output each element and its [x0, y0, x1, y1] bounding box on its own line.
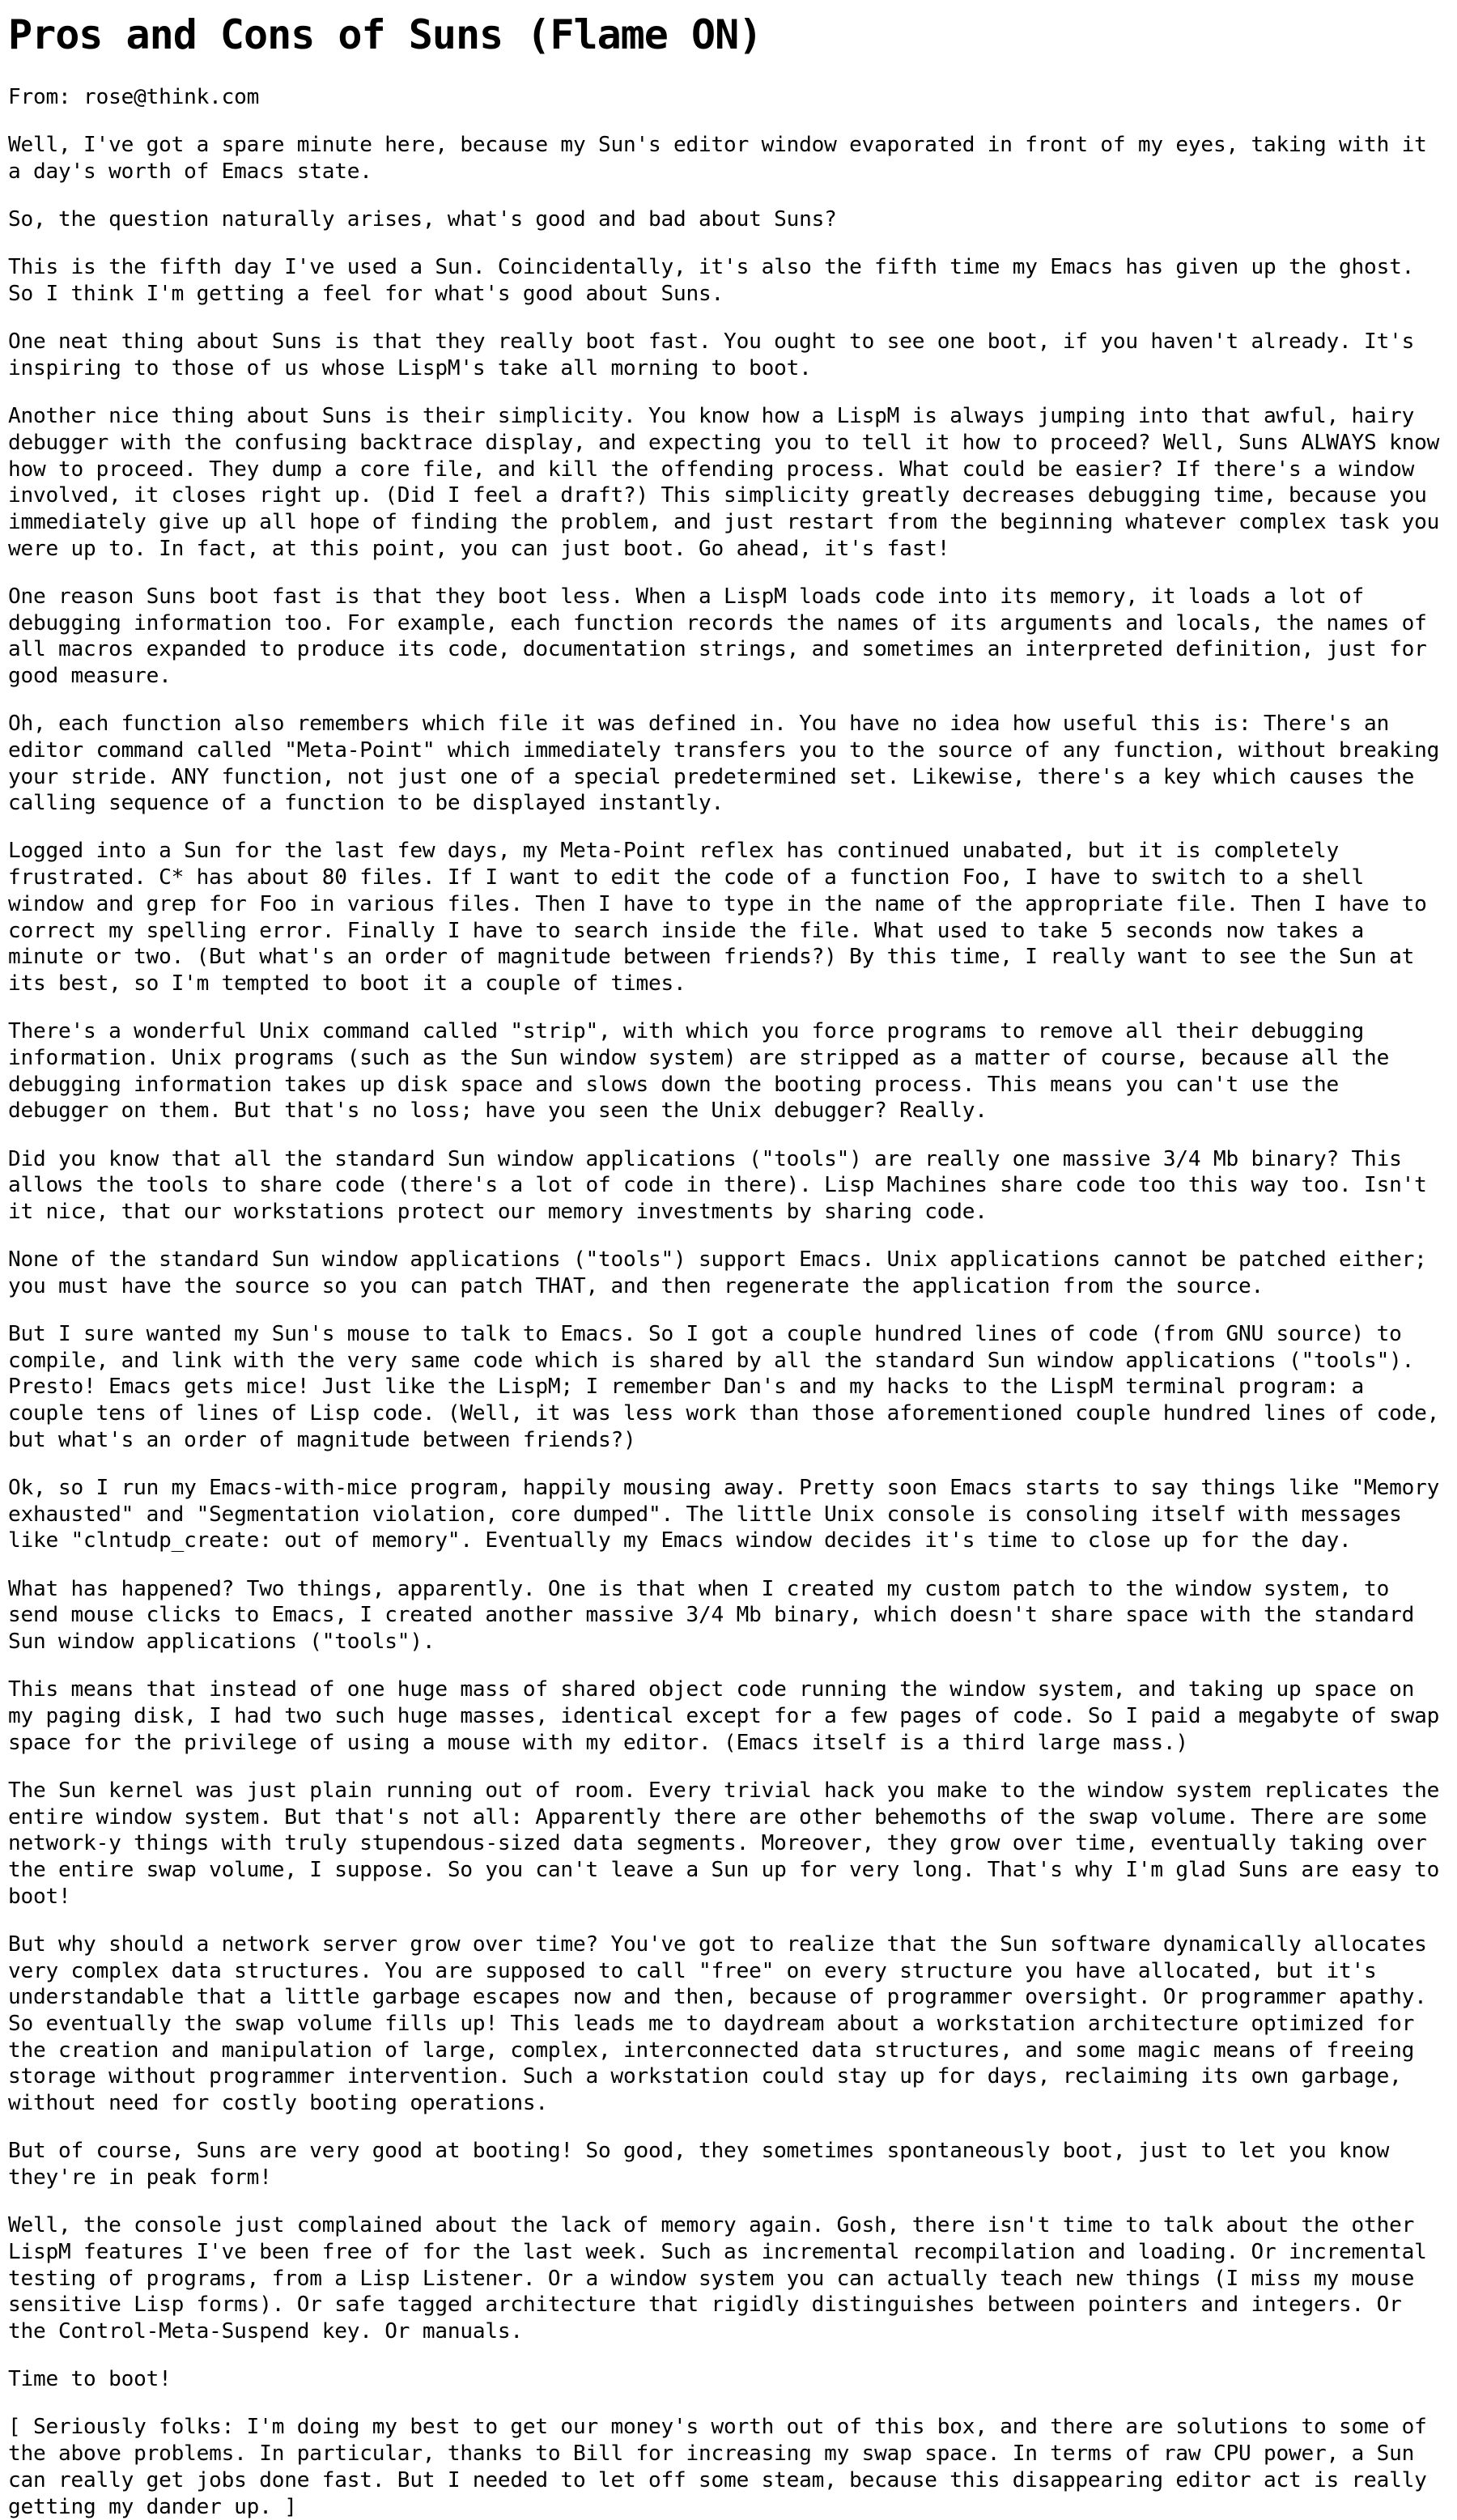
page-title: Pros and Cons of Suns (Flame ON) [8, 11, 762, 58]
paragraph: Time to boot! [8, 2367, 172, 2392]
paragraph: This is the fifth day I've used a Sun. Coincidentally, it's also the fifth time my Emacs has given up the ghost. So I think I'm getting a feel for what's good about Suns. [8, 255, 1415, 307]
paragraph: Well, the console just complained about the lack of memory again. Gosh, there isn't time to talk about the other LispM features I've been free of for the last week. Such as incremental recompilation and loading. Or incremental testing of programs, from a Lisp Listener. Or a window system you can actually teach new things (I miss my mouse sensitive Lisp forms). Or safe tagged architecture that rigidly distinguishes between pointers and integers. Or the Control-Meta-Suspend key. Or manuals. [8, 2213, 1427, 2344]
paragraph: This means that instead of one huge mass of shared object code running the window system, and taking up space on my paging disk, I had two such huge masses, identical except for a few pages of code. So I paid a megabyte of swap space for the privilege of using a mouse with my editor. (Emacs itself is a third large mass.) [8, 1677, 1440, 1755]
paragraph: But why should a network server grow over time? You've got to realize that the Sun software dynamically allocates very complex data structures. You are supposed to call "free" on every structure you have allocated, but it's understandable that a little garbage escapes now and then, because of programmer oversight. Or programmer apathy. So eventually the swap volume fills up! This leads me to daydream about a workstation architecture optimized for the creation and manipulation of large, complex, interconnected data structures, and some magic means of freeing storage without programmer intervention. Such a workstation could stay up for days, reclaiming its own garbage, without need for costly booting operations. [8, 1931, 1427, 2116]
paragraph: So, the question naturally arises, what's good and bad about Suns? [8, 207, 837, 232]
paragraph: One neat thing about Suns is that they really boot fast. You ought to see one boot, if you haven't already. It's inspiring to those of us whose LispM's take all morning to boot. [8, 329, 1415, 380]
paragraph: But I sure wanted my Sun's mouse to talk to Emacs. So I got a couple hundred lines of code (from GNU source) to compile, and link with the very same code which is shared by all the standard Sun window applications ("tools"). Presto! Emacs gets mice! Just like the LispM; I remember Dan's and my hacks to the LispM terminal program: a couple tens of lines of Lisp code. (Well, it was less work than those aforementioned couple hundred lines of code, but what's an order of magnitude between friends?) [8, 1322, 1440, 1452]
paragraph: One reason Suns boot fast is that they boot less. When a LispM loads code into its memory, it loads a lot of debugging information too. For example, each function records the names of its arguments and locals, the names of all macros expanded to produce its code, documentation strings, and sometimes an interpreted definition, just for good measure. [8, 584, 1427, 688]
from-line: From: rose@think.com [8, 85, 260, 109]
paragraph: Logged into a Sun for the last few days, my Meta-Point reflex has continued unabated, but it is completely frustrated. C* has about 80 files. If I want to edit the code of a function Foo, I have to switch to a shell window and grep for Foo in various files. Then I have to type in the name of the appropriate file. Then I have to correct my spelling error. Finally I have to search inside the file. What used to take 5 seconds now takes a minute or two. (But what's an order of magnitude between friends?) By this time, I really want to see the Sun at its best, so I'm tempted to boot it a couple of times. [8, 839, 1427, 996]
paragraph: What has happened? Two things, apparently. One is that when I created my custom patch to the window system, to send mouse clicks to Emacs, I created another massive 3/4 Mb binary, which doesn't share space with the standard Sun window applications ("tools"). [8, 1576, 1415, 1655]
paragraph: Did you know that all the standard Sun window applications ("tools") are really one massive 3/4 Mb binary? This allows the tools to share code (there's a lot of code in there). Lisp Machines share code too this way too. Isn't it nice, that our workstations protect our memory investments by sharing code. [8, 1146, 1427, 1224]
paragraph: Oh, each function also remembers which file it was defined in. You have no idea how useful this is: There's an editor command called "Meta-Point" which immediately transfers you to the source of any function, without breaking your stride. ANY function, not just one of a special predetermined set. Likewise, there's a key which causes the calling sequence of a function to be displayed instantly. [8, 712, 1440, 816]
paragraph: None of the standard Sun window applications ("tools") support Emacs. Unix applications cannot be patched either; you must have the source so you can patch THAT, and then regenerate the application from the source. [8, 1247, 1427, 1298]
paragraph: Another nice thing about Suns is their simplicity. You know how a LispM is always jumping into that awful, hairy debugger with the confusing backtrace display, and expecting you to tell it how to proceed? Well, Suns ALWAYS know how to proceed. They dump a core file, and kill the offending process. What could be easier? If there's a window involved, it closes right up. (Did I feel a draft?) This simplicity greatly decreases debugging time, because you immediately give up all hope of finding the problem, and just restart from the beginning whatever complex task you were up to. In fact, at this point, you can just boot. Go ahead, it's fast! [8, 404, 1440, 561]
paragraph: The Sun kernel was just plain running out of room. Every trivial hack you make to the window system replicates the entire window system. But that's not all: Apparently there are other behemoths of the swap volume. There are some network-y things with truly stupendous-sized data segments. Moreover, they grow over time, eventually taking over the entire swap volume, I suppose. So you can't leave a Sun up for very long. That's why I'm glad Suns are easy to boot! [8, 1778, 1440, 1909]
paragraph: There's a wonderful Unix command called "strip", with which you force programs to remove all their debugging information. Unix programs (such as the Sun window system) are stripped as a matter of course, because all the debugging information takes up disk space and slows down the booting process. This means you can't use the debugger on them. But that's no loss; have you seen the Unix debugger? Really. [8, 1019, 1390, 1124]
paragraph: Well, I've got a spare minute here, because my Sun's editor window evaporated in front of my eyes, taking with it a day's worth of Emacs state. [8, 133, 1427, 184]
paragraph: [ Seriously folks: I'm doing my best to get our money's worth out of this box, and there are solutions to some of the above problems. In particular, thanks to Bill for increasing my swap space. In terms of raw CPU power, a Sun can really get jobs done fast. But I needed to let off some steam, because this disappearing editor act is really getting my dander up. ] [8, 2415, 1427, 2519]
paragraph: Ok, so I run my Emacs-with-mice program, happily mousing away. Pretty soon Emacs starts to say things like "Memory exhausted" and "Segmentation violation, core dumped". The little Unix console is consoling itself with messages like "clntudp_create: out of memory". Eventually my Emacs window decides it's time to close up for the day. [8, 1476, 1440, 1553]
paragraph: But of course, Suns are very good at booting! So good, they sometimes spontaneously boot, just to let you know they're in peak form! [8, 2139, 1390, 2190]
